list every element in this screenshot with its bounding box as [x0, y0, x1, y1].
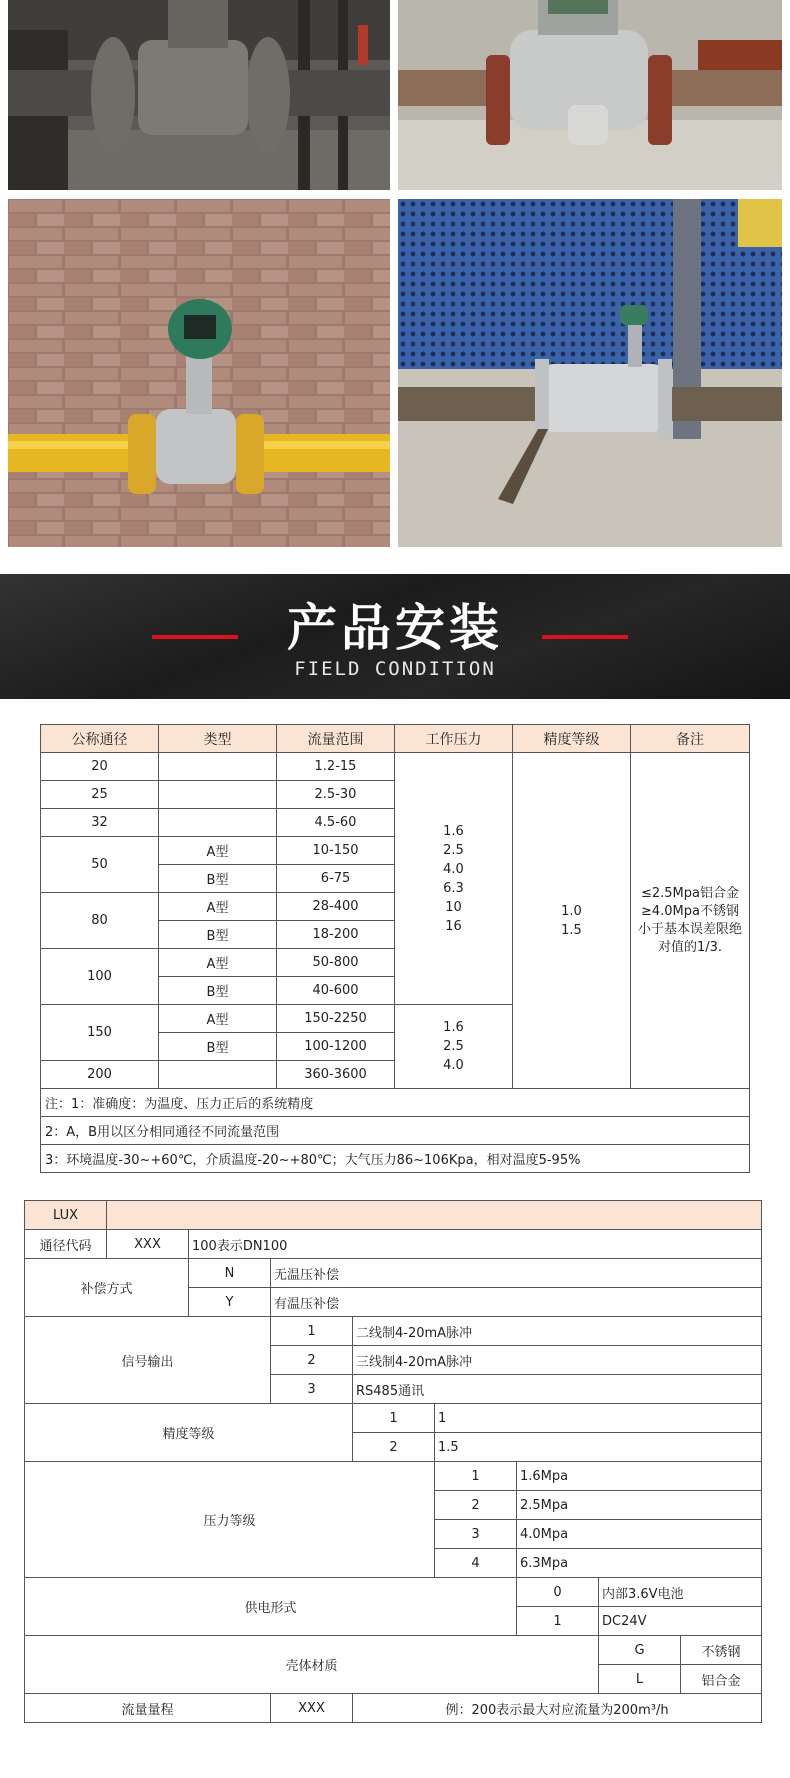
- table-row: [25, 1317, 762, 1346]
- option-desc: 内部3.6V电池: [599, 1578, 762, 1607]
- table-row: [25, 1230, 762, 1259]
- cell-type: [159, 1061, 277, 1089]
- option-desc: 三线制4-20mA脉冲: [353, 1346, 762, 1375]
- note-2: 2：A，B用以区分相同通径不同流量范围: [41, 1117, 750, 1145]
- range-label: 流量量程: [25, 1694, 271, 1723]
- note-row: [41, 1089, 750, 1117]
- header-pressure: 工作压力: [395, 725, 513, 753]
- cell-flow: 2.5-30: [277, 781, 395, 809]
- note-row: [41, 1145, 750, 1173]
- housing-label: 壳体材质: [25, 1636, 599, 1694]
- option-desc: 二线制4-20mA脉冲: [353, 1317, 762, 1346]
- cell-flow: 50-800: [277, 949, 395, 977]
- model-code-table: [24, 1200, 762, 1723]
- option-code: 3: [435, 1520, 517, 1549]
- cell-flow: 1.2-15: [277, 753, 395, 781]
- option-code: 3: [271, 1375, 353, 1404]
- table-row: [25, 1578, 762, 1607]
- cell-accuracy: 1.0 1.5: [513, 753, 631, 1089]
- option-desc: DC24V: [599, 1607, 762, 1636]
- table-row: [41, 753, 750, 781]
- cell-flow: 6-75: [277, 865, 395, 893]
- cell-type: B型: [159, 1033, 277, 1061]
- cell-type: B型: [159, 865, 277, 893]
- option-desc: 有温压补偿: [271, 1288, 762, 1317]
- cell-caliber: 32: [41, 809, 159, 837]
- cell-type: A型: [159, 893, 277, 921]
- cell-flow: 28-400: [277, 893, 395, 921]
- installation-photo-1: [8, 0, 390, 190]
- caliber-desc: 100表示DN100: [189, 1230, 762, 1259]
- cell-flow: 150-2250: [277, 1005, 395, 1033]
- cell-caliber: 50: [41, 837, 159, 893]
- cell-type: [159, 781, 277, 809]
- model-prefix-blank: [107, 1201, 762, 1230]
- signal-label: 信号输出: [25, 1317, 271, 1404]
- header-remark: 备注: [631, 725, 750, 753]
- cell-type: A型: [159, 1005, 277, 1033]
- cell-caliber: 200: [41, 1061, 159, 1089]
- cell-caliber: 25: [41, 781, 159, 809]
- option-desc: 2.5Mpa: [517, 1491, 762, 1520]
- cell-flow: 100-1200: [277, 1033, 395, 1061]
- header-type: 类型: [159, 725, 277, 753]
- installation-photo-2: [398, 0, 782, 190]
- option-desc: 无温压补偿: [271, 1259, 762, 1288]
- cell-type: [159, 809, 277, 837]
- caliber-label: 通径代码: [25, 1230, 107, 1259]
- cell-flow: 18-200: [277, 921, 395, 949]
- table-row: [25, 1404, 762, 1433]
- option-code: 1: [353, 1404, 435, 1433]
- table-row: [25, 1259, 762, 1288]
- option-code: 2: [435, 1491, 517, 1520]
- cell-caliber: 150: [41, 1005, 159, 1061]
- option-code: 1: [271, 1317, 353, 1346]
- option-desc: 1.6Mpa: [517, 1462, 762, 1491]
- model-prefix: LUX: [25, 1201, 107, 1230]
- option-code: L: [599, 1665, 681, 1694]
- note-3: 3：环境温度-30~+60℃，介质温度-20~+80℃；大气压力86~106Kpa，相对温度5-95%: [41, 1145, 750, 1173]
- option-desc: RS485通讯: [353, 1375, 762, 1404]
- cell-flow: 10-150: [277, 837, 395, 865]
- option-code: 2: [271, 1346, 353, 1375]
- cell-caliber: 100: [41, 949, 159, 1005]
- table-row: [25, 1462, 762, 1491]
- cell-caliber: 20: [41, 753, 159, 781]
- header-accuracy: 精度等级: [513, 725, 631, 753]
- banner-title: 产品安装: [287, 599, 503, 657]
- spec-table-header: [41, 725, 750, 753]
- option-code: G: [599, 1636, 681, 1665]
- cell-pressure-group-1: 1.6 2.5 4.0 6.3 10 16: [395, 753, 513, 1005]
- option-desc: 铝合金: [681, 1665, 762, 1694]
- pressure-label: 压力等级: [25, 1462, 435, 1578]
- cell-type: B型: [159, 977, 277, 1005]
- compensation-label: 补偿方式: [25, 1259, 189, 1317]
- note-1: 注：1：准确度：为温度、压力正后的系统精度: [41, 1089, 750, 1117]
- section-banner: [0, 574, 790, 699]
- note-row: [41, 1117, 750, 1145]
- spec-table: [40, 724, 750, 1173]
- cell-type: [159, 753, 277, 781]
- option-desc: 1: [435, 1404, 762, 1433]
- option-code: 0: [517, 1578, 599, 1607]
- cell-type: A型: [159, 949, 277, 977]
- table-row: [25, 1694, 762, 1723]
- option-code: 1: [517, 1607, 599, 1636]
- header-flow-range: 流量范围: [277, 725, 395, 753]
- cell-flow: 360-3600: [277, 1061, 395, 1089]
- option-code: 1: [435, 1462, 517, 1491]
- option-desc: 6.3Mpa: [517, 1549, 762, 1578]
- option-desc: 1.5: [435, 1433, 762, 1462]
- accuracy-label: 精度等级: [25, 1404, 353, 1462]
- range-desc: 例：200表示最大对应流量为200m³/h: [353, 1694, 762, 1723]
- installation-photo-3: [8, 199, 390, 547]
- cell-caliber: 80: [41, 893, 159, 949]
- option-code: Y: [189, 1288, 271, 1317]
- option-desc: 不锈钢: [681, 1636, 762, 1665]
- option-code: 2: [353, 1433, 435, 1462]
- cell-pressure-group-2: 1.6 2.5 4.0: [395, 1005, 513, 1089]
- cell-type: B型: [159, 921, 277, 949]
- option-desc: 4.0Mpa: [517, 1520, 762, 1549]
- option-code: 4: [435, 1549, 517, 1578]
- installation-photo-4: [398, 199, 782, 547]
- cell-type: A型: [159, 837, 277, 865]
- table-row: [25, 1636, 762, 1665]
- cell-remark: ≤2.5Mpa铝合金≥4.0Mpa不锈钢小于基本误差限绝对值的1/3.: [631, 753, 750, 1089]
- cell-flow: 40-600: [277, 977, 395, 1005]
- power-label: 供电形式: [25, 1578, 517, 1636]
- range-code: XXX: [271, 1694, 353, 1723]
- caliber-code: XXX: [107, 1230, 189, 1259]
- banner-subtitle: FIELD CONDITION: [294, 658, 496, 680]
- cell-flow: 4.5-60: [277, 809, 395, 837]
- header-caliber: 公称通径: [41, 725, 159, 753]
- option-code: N: [189, 1259, 271, 1288]
- table-row: [25, 1201, 762, 1230]
